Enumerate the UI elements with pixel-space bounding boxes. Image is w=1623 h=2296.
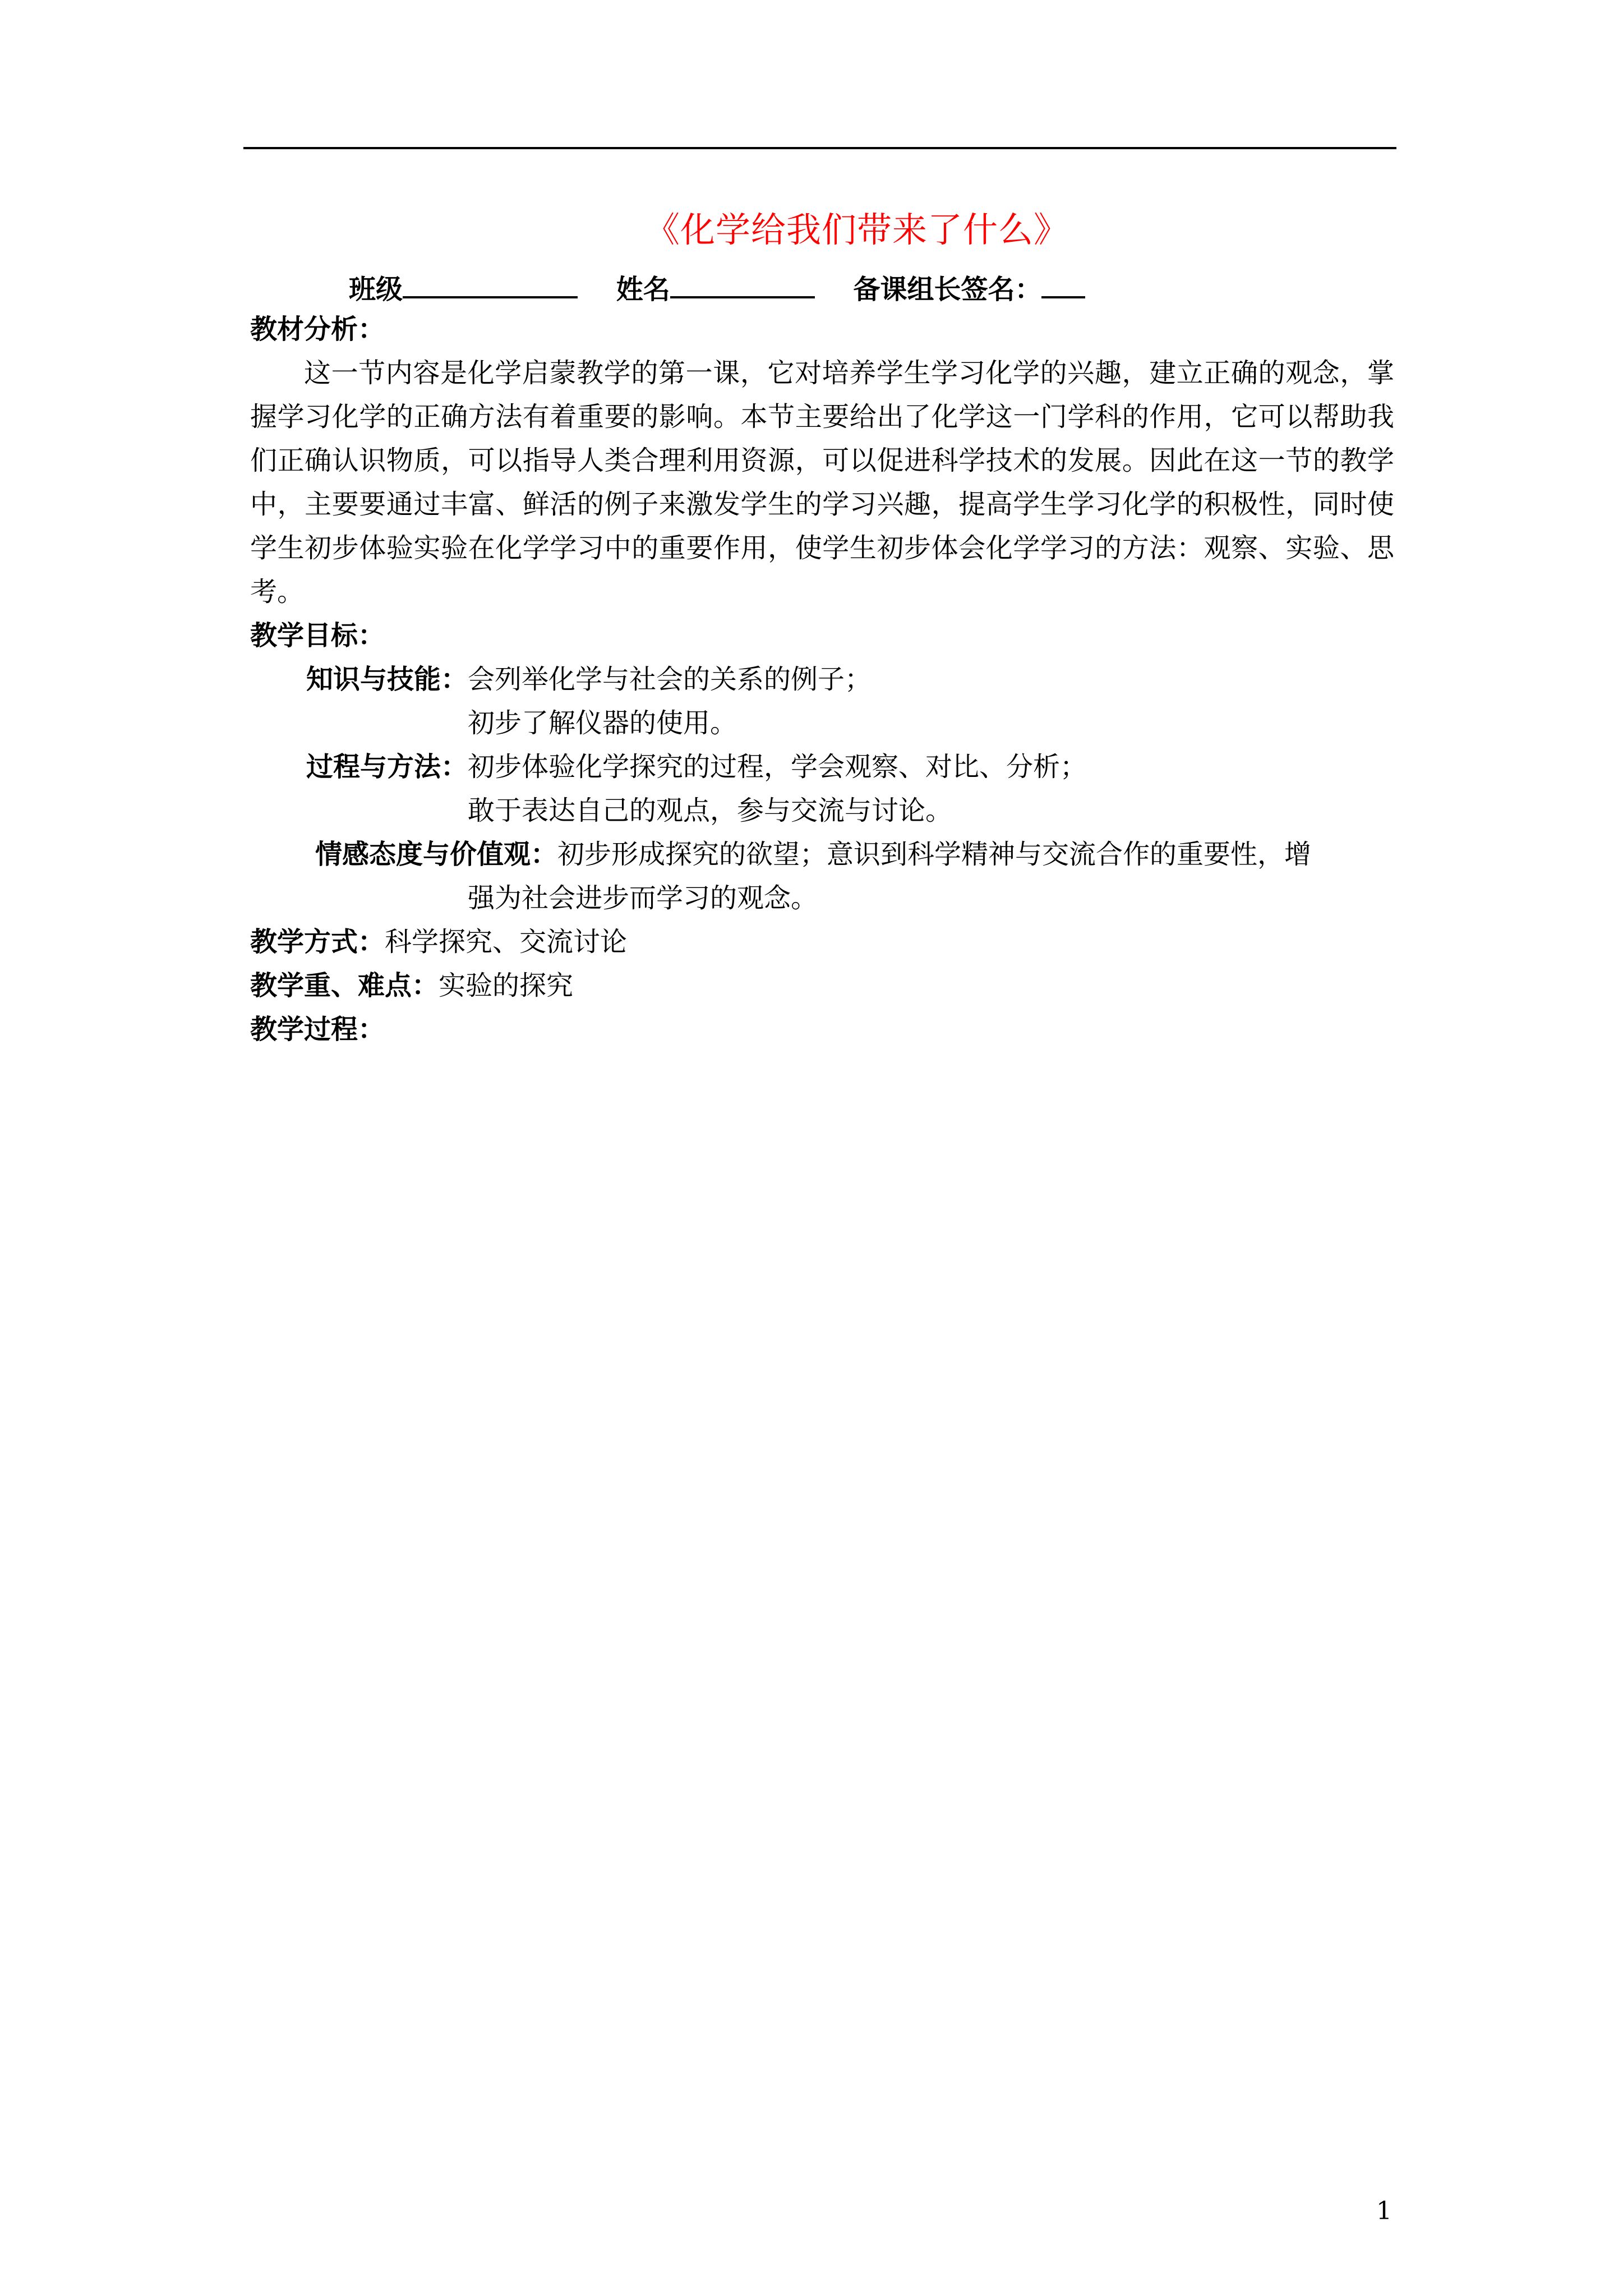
attitude-line: 强为社会进步而学习的观念。 xyxy=(468,882,818,914)
page-number: 1 xyxy=(1376,2197,1392,2225)
key-points-value: 实验的探究 xyxy=(439,970,574,1001)
name-label: 姓名 xyxy=(616,274,670,305)
teaching-method-value: 科学探究、交流讨论 xyxy=(385,926,628,958)
process-lines xyxy=(468,745,1087,832)
teaching-method-label: 教学方式： xyxy=(250,926,385,958)
knowledge-line: 会列举化学与社会的关系的例子； xyxy=(468,664,872,695)
class-label: 班级 xyxy=(349,274,403,305)
attitude-lines xyxy=(315,832,1394,920)
page-title: 《化学给我们带来了什么》 xyxy=(645,209,1069,250)
class-blank xyxy=(403,268,578,298)
leader-sign-label: 备课组长签名： xyxy=(853,274,1042,305)
process-line: 敢于表达自己的观点，参与交流与讨论。 xyxy=(468,795,953,826)
process-objective xyxy=(250,745,1394,832)
document-body xyxy=(250,307,1394,1051)
header-rule xyxy=(243,147,1396,149)
info-fields xyxy=(349,268,1085,311)
attitude-line: 初步形成探究的欲望；意识到科学精神与交流合作的重要性，增 xyxy=(557,839,1312,870)
name-blank xyxy=(670,268,815,298)
material-analysis-heading: 教材分析： xyxy=(250,314,385,345)
process-label: 过程与方法： xyxy=(306,751,468,783)
process-heading: 教学过程： xyxy=(250,1014,385,1045)
leader-sign-field xyxy=(853,268,1085,311)
attitude-first-line xyxy=(315,832,1394,876)
knowledge-lines xyxy=(468,657,872,745)
attitude-label: 情感态度与价值观： xyxy=(315,839,558,870)
material-analysis-text: 这一节内容是化学启蒙教学的第一课，它对培养学生学习化学的兴趣，建立正确的观念，掌握学习化学的正确方法有着重要的影响。本节主要给出了化学这一门学科的作用，它可以帮助我们正确认识物质，可以指导人类合理利用资源，可以促进科学技术的发展。因此在这一节的教学中，主要要通过丰富、鲜活的例子来激发学生的学习兴趣，提高学生学习化学的积极性，同时使学生初步体验实验在化学学习中的重要作用，使学生初步体会化学学习的方法：观察、实验、思考。 xyxy=(250,357,1394,608)
knowledge-line: 初步了解仪器的使用。 xyxy=(468,707,737,739)
key-points-label: 教学重、难点： xyxy=(250,970,439,1001)
objectives-heading: 教学目标： xyxy=(250,620,385,651)
knowledge-label: 知识与技能： xyxy=(306,664,468,695)
name-field xyxy=(616,268,815,311)
teaching-method xyxy=(250,920,1394,964)
attitude-objective xyxy=(250,832,1394,920)
leader-sign-blank xyxy=(1041,268,1085,298)
knowledge-objective xyxy=(250,657,1394,745)
class-field xyxy=(349,268,578,311)
process-line: 初步体验化学探究的过程，学会观察、对比、分析； xyxy=(468,751,1087,783)
key-points xyxy=(250,964,1394,1007)
